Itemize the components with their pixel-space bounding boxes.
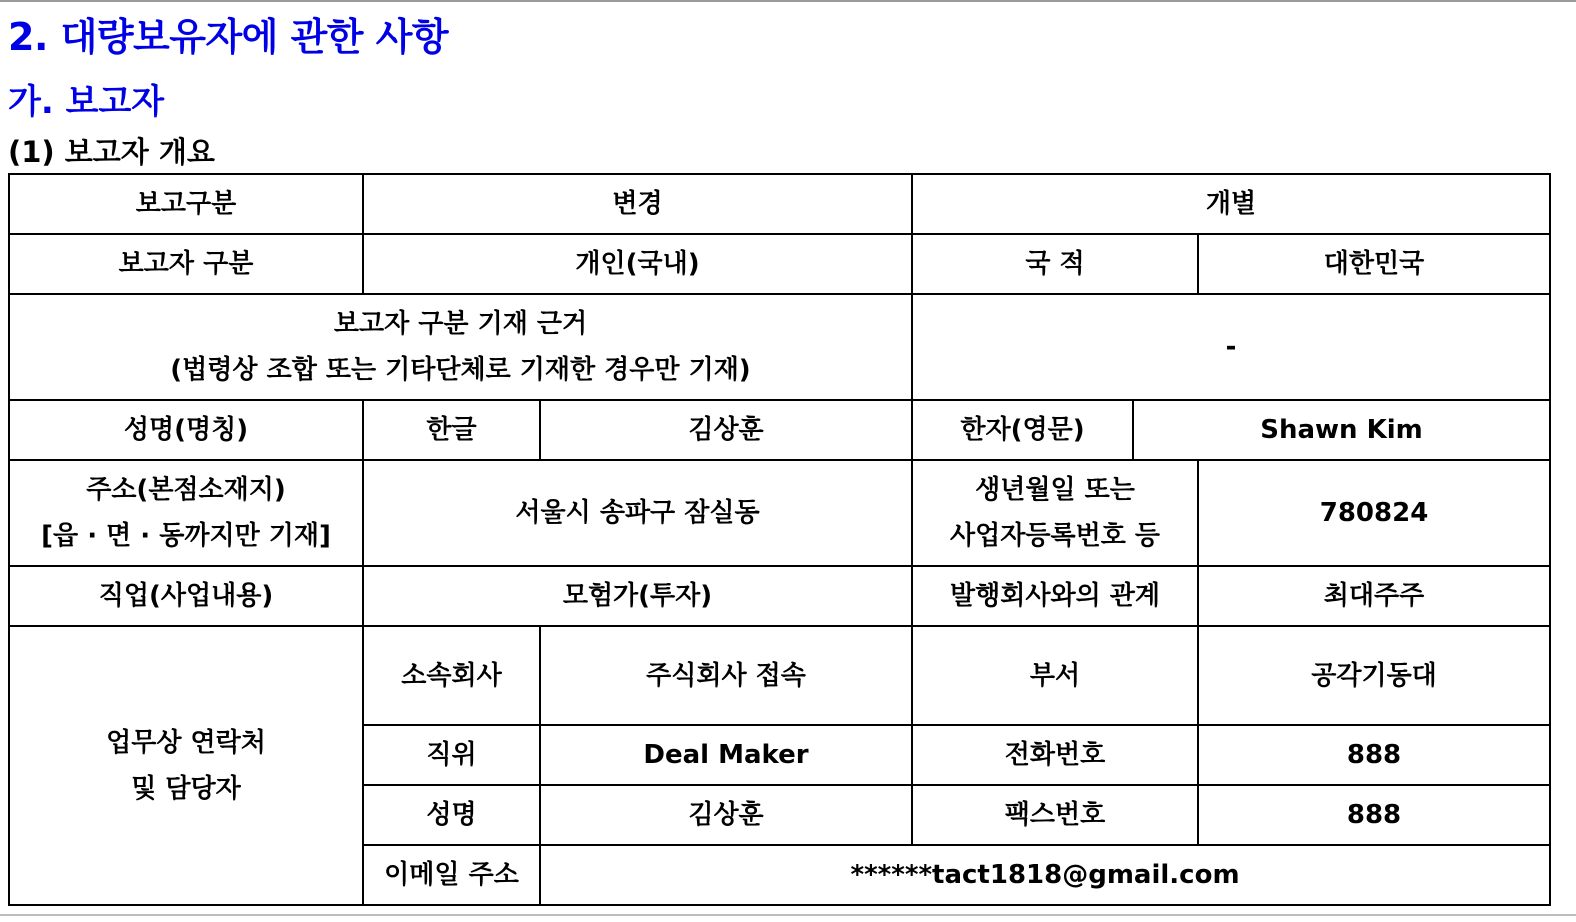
occupation-value: 모험가(투자) bbox=[363, 566, 912, 626]
nationality-value: 대한민국 bbox=[1198, 234, 1550, 294]
contact-label bbox=[9, 626, 363, 905]
reporter-overview-table bbox=[8, 173, 1551, 906]
korean-name-value: 김상훈 bbox=[540, 400, 912, 460]
relation-label: 발행회사와의 관계 bbox=[912, 566, 1198, 626]
birth-value: 780824 bbox=[1198, 460, 1550, 566]
birth-label bbox=[912, 460, 1198, 566]
chinese-name-value: Shawn Kim bbox=[1133, 400, 1550, 460]
address-value: 서울시 송파구 잠실동 bbox=[363, 460, 912, 566]
top-divider bbox=[0, 0, 1576, 2]
email-label: 이메일 주소 bbox=[363, 845, 540, 905]
phone-value: 888 bbox=[1198, 725, 1550, 785]
address-label-line2: [읍 · 면 · 동까지만 기재] bbox=[41, 521, 331, 551]
subsection-heading: 가. 보고자 bbox=[8, 82, 165, 122]
basis-value: - bbox=[912, 294, 1550, 400]
company-value: 주식회사 접속 bbox=[540, 626, 912, 725]
position-value: Deal Maker bbox=[540, 725, 912, 785]
contact-label-line1: 업무상 연락처 bbox=[106, 727, 266, 758]
chinese-name-label: 한자(영문) bbox=[912, 400, 1133, 460]
bottom-divider bbox=[0, 914, 1576, 916]
dept-value: 공각기동대 bbox=[1198, 626, 1550, 725]
basis-label-line2: (법령상 조합 또는 기타단체로 기재한 경우만 기재) bbox=[170, 355, 751, 385]
phone-label: 전화번호 bbox=[912, 725, 1198, 785]
position-label: 직위 bbox=[363, 725, 540, 785]
subsubsection-heading: (1) 보고자 개요 bbox=[8, 135, 215, 169]
occupation-label: 직업(사업내용) bbox=[9, 566, 363, 626]
name-label: 성명(명칭) bbox=[9, 400, 363, 460]
report-type-value2: 개별 bbox=[912, 174, 1550, 234]
dept-label: 부서 bbox=[912, 626, 1198, 725]
korean-name-label: 한글 bbox=[363, 400, 540, 460]
reporter-type-label: 보고자 구분 bbox=[9, 234, 363, 294]
email-value: ******tact1818@gmail.com bbox=[540, 845, 1550, 905]
birth-label-line1: 생년월일 또는 bbox=[975, 475, 1135, 505]
section-heading: 2. 대량보유자에 관한 사항 bbox=[8, 15, 449, 59]
company-label: 소속회사 bbox=[363, 626, 540, 725]
address-label-line1: 주소(본점소재지) bbox=[86, 475, 286, 505]
fax-value: 888 bbox=[1198, 785, 1550, 845]
address-label bbox=[9, 460, 363, 566]
relation-value: 최대주주 bbox=[1198, 566, 1550, 626]
person-value: 김상훈 bbox=[540, 785, 912, 845]
contact-label-line2: 및 담당자 bbox=[131, 773, 241, 804]
report-type-value1: 변경 bbox=[363, 174, 912, 234]
birth-label-line2: 사업자등록번호 등 bbox=[950, 521, 1160, 551]
basis-label-line1: 보고자 구분 기재 근거 bbox=[333, 309, 588, 339]
fax-label: 팩스번호 bbox=[912, 785, 1198, 845]
basis-label bbox=[9, 294, 912, 400]
person-label: 성명 bbox=[363, 785, 540, 845]
report-type-label: 보고구분 bbox=[9, 174, 363, 234]
nationality-label: 국 적 bbox=[912, 234, 1198, 294]
reporter-type-value: 개인(국내) bbox=[363, 234, 912, 294]
